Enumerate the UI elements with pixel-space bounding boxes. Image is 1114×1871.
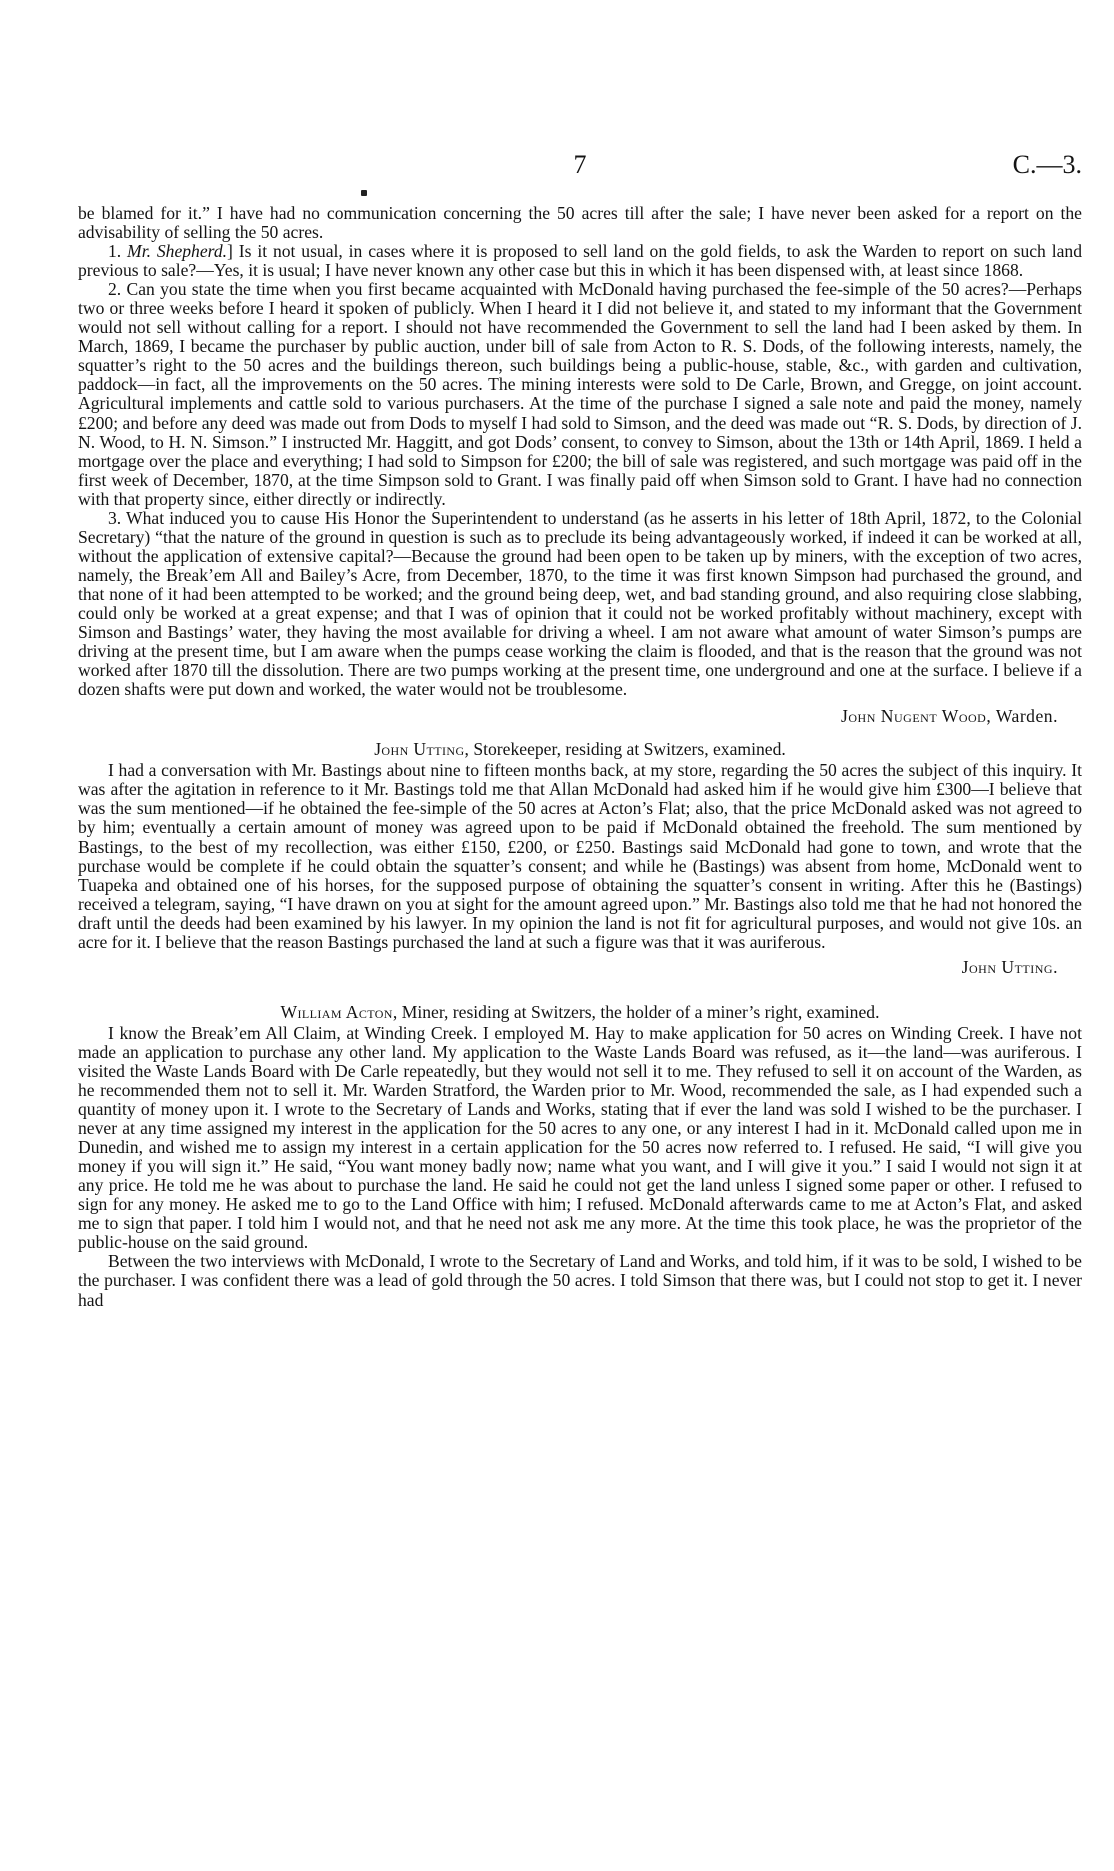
witness-name: John Utting — [374, 739, 465, 760]
signature-utting: John Utting. — [961, 956, 1058, 977]
question-number: 1. — [108, 241, 128, 262]
signature-wood — [78, 707, 1082, 726]
signature-title: , Warden. — [986, 706, 1058, 727]
witness-description: , Miner, residing at Switzers, the holder of a miner’s right, examined. — [392, 1001, 880, 1022]
speaker-name: Mr. Shepherd. — [127, 241, 228, 262]
question-text: ] Is it not usual, in cases where it is proposed to sell land on the gold fields, to ask the Warden to report on such land previous to sale?—Yes, it is usual; I have never known any other case but this in which it has been dispensed with, at least since 1868. — [78, 241, 1082, 281]
paragraph-utting-testimony: I had a conversation with Mr. Bastings about nine to fifteen months back, at my store, regarding the 50 acres the subject of this inquiry. It was after the agitation in reference to it Mr. Bastings told me that Allan McDonald had asked him if he would give him £300—I believe that was the sum mentioned—if he obtained the fee-simple of the 50 acres at Acton’s Flat; also, that the price McDonald asked was not agreed to by him; eventually a certain amount of money was agreed upon to be paid if McDonald obtained the freehold. The sum mentioned by Bastings, to the best of my recollection, was either £150, £200, or £250. Bastings said McDonald had gone to town, and wrote that the purchase would be complete if he could obtain the squatter’s consent; and while he (Bastings) was absent from home, McDonald went to Tuapeka and obtained one of his horses, for the supposed purpose of obtaining the squatter’s consent in writing. After this he (Bastings) received a telegram, saying, “I have drawn on you at sight for the amount agreed upon.” Mr. Bastings also told me that he had not honored the draft until the deeds had been examined by his lawyer. In my opinion the land is not fit for agricultural purposes, and would not give 10s. an acre for it. I believe that the reason Bastings purchased the land at such a figure was that it was auriferous. — [78, 760, 1082, 952]
witness-heading-acton — [78, 1003, 1082, 1022]
signature-name: John Nugent Wood — [841, 706, 987, 727]
document-reference: C.—3. — [1012, 150, 1082, 179]
paragraph-question-2: 2. Can you state the time when you first became acquainted with McDonald having purchased the fee-simple of the 50 acres?—Perhaps two or three weeks before I heard it spoken of publicly. When I heard it I did not believe it, and stated to my informant that the Government would not sell without calling for a report. I should not have recommended the Government to sell the land had I been asked by them. In March, 1869, I became the purchaser by public auction, under bill of sale from Acton to R. S. Dods, of the following interests, namely, the squatter’s right to the 50 acres and the buildings thereon, such buildings being a public-house, stable, &c., with garden and cultivation, paddock—in fact, all the improvements on the 50 acres. The mining interests were sold to De Carle, Brown, and Gregge, on joint account. Agricultural implements and cattle sold to various purchasers. At the time of the purchase I signed a sale note and paid the money, namely £200; and before any deed was made out from Dods to myself I had sold to Simson, and the deed was made out “R. S. Dods, by direction of J. N. Wood, to H. N. Simson.” I instructed Mr. Haggitt, and got Dods’ consent, to convey to Simson, about the 13th or 14th April, 1869. I held a mortgage over the place and everything; I had sold to Simpson for £200; the bill of sale was registered, and such mortgage was paid off in the first week of December, 1870, at the time Simpson sold to Grant. I was finally paid off when Simson sold to Grant. I have had no connection with that property since, either directly or indirectly. — [78, 279, 1082, 509]
document-body — [78, 204, 1082, 1310]
page-number: 7 — [573, 150, 587, 179]
witness-name: William Acton — [280, 1001, 393, 1022]
witness-description: , Storekeeper, residing at Switzers, examined. — [464, 739, 786, 760]
paragraph-question-3: 3. What induced you to cause His Honor the Superintendent to understand (as he asserts in his letter of 18th April, 1872, to the Colonial Secretary) “that the nature of the ground in question is such as to preclude its being advantageously worked, if indeed it can be worked at all, without the application of extensive capital?—Because the ground had been open to be taken up by miners, with the exception of two acres, namely, the Break’em All and Bailey’s Acre, from December, 1870, to the time it was first known Simpson had purchased the ground, and that none of it had been attempted to be worked; and the ground being deep, wet, and bad standing ground, and also requiring close slabbing, could only be worked at a great expense; and that I was of opinion that it could not be worked profitably without machinery, except with Simson and Bastings’ water, they having the most available for driving a wheel. I am not aware what amount of water Simson’s pumps are driving at the present time, but I am aware when the pumps cease working the claim is flooded, and that is the reason that the ground was not worked after 1870 till the dissolution. There are two pumps working at the present time, one underground and one at the surface. I believe if a dozen shafts were put down and worked, the water would not be troublesome. — [78, 507, 1082, 700]
paragraph-acton-testimony: I know the Break’em All Claim, at Winding Creek. I employed M. Hay to make application for 50 acres on Winding Creek. I have not made an application to purchase any other land. My application to the Waste Lands Board was refused, as it—the land—was auriferous. I visited the Waste Lands Board with De Carle repeatedly, but they would not sell it to me. They refused to sell it on account of the Warden, as he recommended them not to sell it. Mr. Warden Stratford, the Warden prior to Mr. Wood, recommended the sale, as I had expended such a quantity of money upon it. I wrote to the Secretary of Lands and Works, stating that if ever the land was sold I wished to be the purchaser. I never at any time assigned my interest in the application for the 50 acres to any one, or any interest I had in it. McDonald called upon me in Dunedin, and wished me to assign my interest in a certain application for the 50 acres now referred to. I refused. He said, “I will give you money if you will sign it.” He said, “You want money badly now; name what you want, and I will give it you.” I said I would not sign it at any price. He told me he was about to purchase the land. He said he could not get the land unless I signed some paper or other. I refused to sign for any money. He asked me to go to the Land Office with him; I refused. McDonald afterwards came to me at Acton’s Flat, and asked me to sign that paper. I told him I would not, and that he need not ask me any more. At the time this took place, he was the proprietor of the public-house on the said ground. — [78, 1022, 1082, 1253]
page-header — [78, 150, 1082, 184]
paragraph-continuation: be blamed for it.” I have had no communication concerning the 50 acres till after the sale; I have never been asked for a report on the advisability of selling the 50 acres. — [78, 203, 1082, 243]
printer-mark — [361, 190, 367, 196]
witness-heading-utting — [78, 740, 1082, 759]
paragraph-acton-continued: Between the two interviews with McDonald, I wrote to the Secretary of Land and Works, and told him, if it was to be sold, I wished to be the purchaser. I was confident there was a lead of gold through the 50 acres. I told Simson that there was, but I could not stop to get it. I never had — [78, 1251, 1082, 1310]
paragraph-question-1 — [78, 242, 1082, 280]
